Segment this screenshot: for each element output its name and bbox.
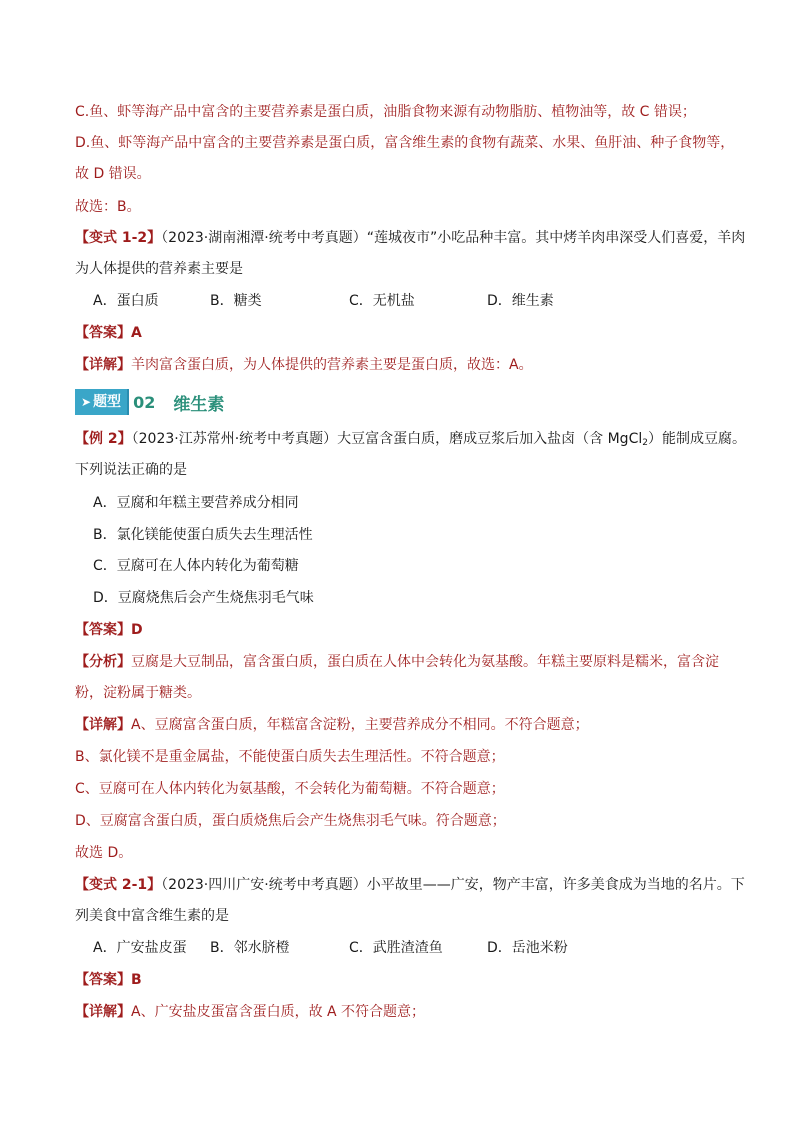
detail-line-b: B、氯化镁不是重金属盐，不能使蛋白质失去生理活性。不符合题意； bbox=[75, 749, 505, 765]
variant-tag: 【变式 2-1】 bbox=[75, 877, 162, 893]
question-text: 小平故里——广安，物产丰富，许多美食成为当地的名片。下 bbox=[366, 877, 745, 893]
option-a: A．广安盐皮蛋 bbox=[93, 940, 187, 956]
answer-tag: 【答案】 bbox=[75, 972, 131, 988]
detail-text: 羊肉富含蛋白质，为人体提供的营养素主要是蛋白质，故选：A。 bbox=[131, 357, 533, 373]
detail-line bbox=[75, 1002, 425, 1022]
question-text-cont: ）能制成豆腐。 bbox=[647, 431, 746, 447]
detail-line-d: D、豆腐富含蛋白质，蛋白质烧焦后会产生烧焦羽毛气味。符合题意； bbox=[75, 813, 506, 829]
option-d: D．岳池米粉 bbox=[487, 940, 568, 956]
option-b: B．邻水脐橙 bbox=[210, 940, 290, 956]
explanation-line-d: D.鱼、虾等海产品中富含的主要营养素是蛋白质，富含维生素的食物有蔬菜、水果、鱼肝油、种子食物等， bbox=[75, 135, 735, 151]
option-b: B．糖类 bbox=[210, 293, 262, 309]
answer-line bbox=[75, 323, 142, 343]
choice-conclusion: 故选 D。 bbox=[75, 845, 133, 861]
option-a: A．蛋白质 bbox=[93, 293, 159, 309]
question-source: （2023·四川广安·统考中考真题） bbox=[161, 877, 367, 893]
variant-2-1-question-line2: 列美食中富含维生素的是 bbox=[75, 908, 229, 924]
answer-value: B bbox=[131, 972, 142, 988]
section-header bbox=[75, 388, 224, 416]
detail-tag: 【详解】 bbox=[75, 717, 131, 733]
example-2-question-line1 bbox=[75, 429, 746, 449]
detail-line bbox=[75, 355, 533, 375]
detail-tag: 【详解】 bbox=[75, 357, 131, 373]
detail-text: A、广安盐皮蛋富含蛋白质，故 A 不符合题意； bbox=[131, 1004, 426, 1020]
answer-line bbox=[75, 620, 143, 640]
option-d: D．豆腐烧焦后会产生烧焦羽毛气味 bbox=[93, 590, 314, 606]
detail-text: A、豆腐富含蛋白质，年糕富含淀粉，主要营养成分不相同。不符合题意； bbox=[131, 717, 589, 733]
explanation-line-c: C.鱼、虾等海产品中富含的主要营养素是蛋白质，油脂食物来源有动物脂肪、植物油等，故 C 错误； bbox=[75, 104, 696, 120]
answer-value: D bbox=[131, 622, 143, 638]
option-d: D．维生素 bbox=[487, 293, 554, 309]
analysis-tag: 【分析】 bbox=[75, 654, 131, 670]
analysis-line1 bbox=[75, 652, 719, 672]
option-c: C．无机盐 bbox=[349, 293, 415, 309]
example-tag: 【例 2】 bbox=[75, 431, 132, 447]
badge-label: 题型 bbox=[93, 394, 122, 410]
question-source: （2023·江苏常州·统考中考真题） bbox=[131, 431, 338, 447]
detail-line-c: C、豆腐可在人体内转化为氨基酸，不会转化为葡萄糖。不符合题意； bbox=[75, 781, 505, 797]
option-c: C．武胜渣渣鱼 bbox=[349, 940, 443, 956]
option-c: C．豆腐可在人体内转化为葡萄糖 bbox=[93, 558, 299, 574]
question-text: “莲城夜市”小吃品种丰富。其中烤羊肉串深受人们喜爱，羊肉 bbox=[366, 230, 746, 246]
section-number: 02 bbox=[133, 392, 156, 412]
option-b: B．氯化镁能使蛋白质失去生理活性 bbox=[93, 527, 313, 543]
variant-1-2-question-line1 bbox=[75, 228, 745, 248]
question-type-badge bbox=[75, 389, 129, 415]
answer-tag: 【答案】 bbox=[75, 325, 131, 341]
variant-tag: 【变式 1-2】 bbox=[75, 230, 162, 246]
section-title: 维生素 bbox=[173, 394, 225, 415]
detail-line-a bbox=[75, 715, 589, 735]
answer-value: A bbox=[131, 325, 142, 341]
answer-line bbox=[75, 970, 142, 990]
detail-tag: 【详解】 bbox=[75, 1004, 131, 1020]
answer-tag: 【答案】 bbox=[75, 622, 131, 638]
choice-conclusion: 故选：B。 bbox=[75, 199, 141, 215]
variant-1-2-question-line2: 为人体提供的营养素主要是 bbox=[75, 261, 243, 277]
variant-2-1-question-line1 bbox=[75, 875, 745, 895]
question-source: （2023·湖南湘潭·统考中考真题） bbox=[161, 230, 367, 246]
question-text: 大豆富含蛋白质，磨成豆浆后加入盐卤（含 MgCl bbox=[337, 431, 643, 447]
explanation-line-d-cont: 故 D 错误。 bbox=[75, 166, 151, 182]
analysis-text: 豆腐是大豆制品，富含蛋白质，蛋白质在人体中会转化为氨基酸。年糕主要原料是糯米，富含淀 bbox=[131, 654, 719, 670]
option-a: A．豆腐和年糕主要营养成分相同 bbox=[93, 495, 299, 511]
subscript: 2 bbox=[642, 438, 648, 448]
analysis-line2: 粉，淀粉属于糖类。 bbox=[75, 685, 201, 701]
arrow-icon: ➤ bbox=[81, 395, 92, 409]
example-2-question-line2: 下列说法正确的是 bbox=[75, 462, 187, 478]
